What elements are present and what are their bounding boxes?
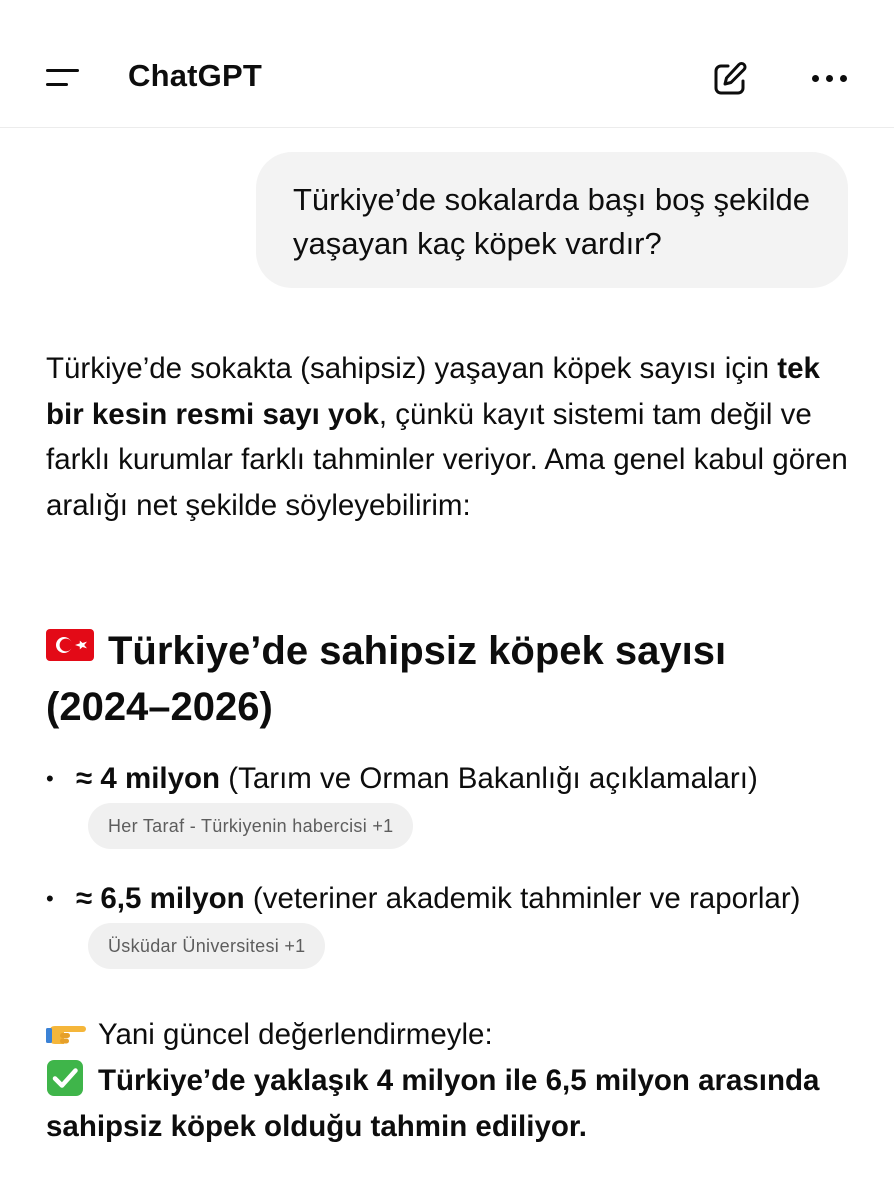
heading-text: Türkiye’de sahipsiz köpek sayısı (2024–2026): [46, 629, 727, 729]
list-item-bold: ≈ 6,5 milyon: [76, 882, 245, 915]
pointing-hand-icon: [46, 1016, 86, 1044]
check-mark-icon: [46, 1059, 84, 1097]
list-item-text: [76, 756, 816, 849]
summary-label-line: [46, 1012, 846, 1058]
bullet-dot: •: [46, 766, 54, 791]
intro-text-end: , çünkü kayıt sistemi tam değil ve farklı kurumlar farklı tahminler veriyor. Ama genel kabul gören aralığı net şekilde söyleyebilirim:: [46, 397, 848, 522]
source-chip[interactable]: Her Taraf - Türkiyenin habercisi +1: [88, 803, 413, 849]
intro-text: Türkiye’de sokakta (sahipsiz) yaşayan köpek sayısı için: [46, 352, 778, 385]
hamburger-icon[interactable]: [46, 68, 82, 90]
user-message: Türkiye’de sokalarda başı boş şekilde yaşayan kaç köpek vardır?: [256, 152, 848, 288]
more-icon[interactable]: [810, 68, 850, 88]
summary-conclusion: Türkiye’de yaklaşık 4 milyon ile 6,5 milyon arasında sahipsiz köpek olduğu tahmin ediliyor.: [46, 1064, 820, 1143]
summary: [46, 1012, 846, 1150]
new-chat-icon[interactable]: [711, 60, 749, 98]
top-bar: [0, 0, 894, 128]
summary-label: Yani güncel değerlendirmeyle:: [98, 1018, 493, 1051]
list-item-detail: (veteriner akademik tahminler ve raporlar): [244, 882, 801, 915]
turkey-flag-icon: [46, 620, 94, 652]
list-item-bold: ≈ 4 milyon: [76, 762, 221, 795]
list-item-text: [76, 876, 816, 969]
assistant-intro: [46, 346, 858, 528]
intro-bold: tek bir kesin resmi sayı yok: [46, 352, 820, 431]
source-chip[interactable]: Üsküdar Üniversitesi +1: [88, 923, 325, 969]
app-title: ChatGPT: [128, 58, 263, 93]
list-item-detail: (Tarım ve Orman Bakanlığı açıklamaları): [220, 762, 758, 795]
bullet-dot: •: [46, 886, 54, 911]
summary-conclusion-line: [46, 1058, 846, 1150]
answer-heading: [46, 620, 846, 735]
